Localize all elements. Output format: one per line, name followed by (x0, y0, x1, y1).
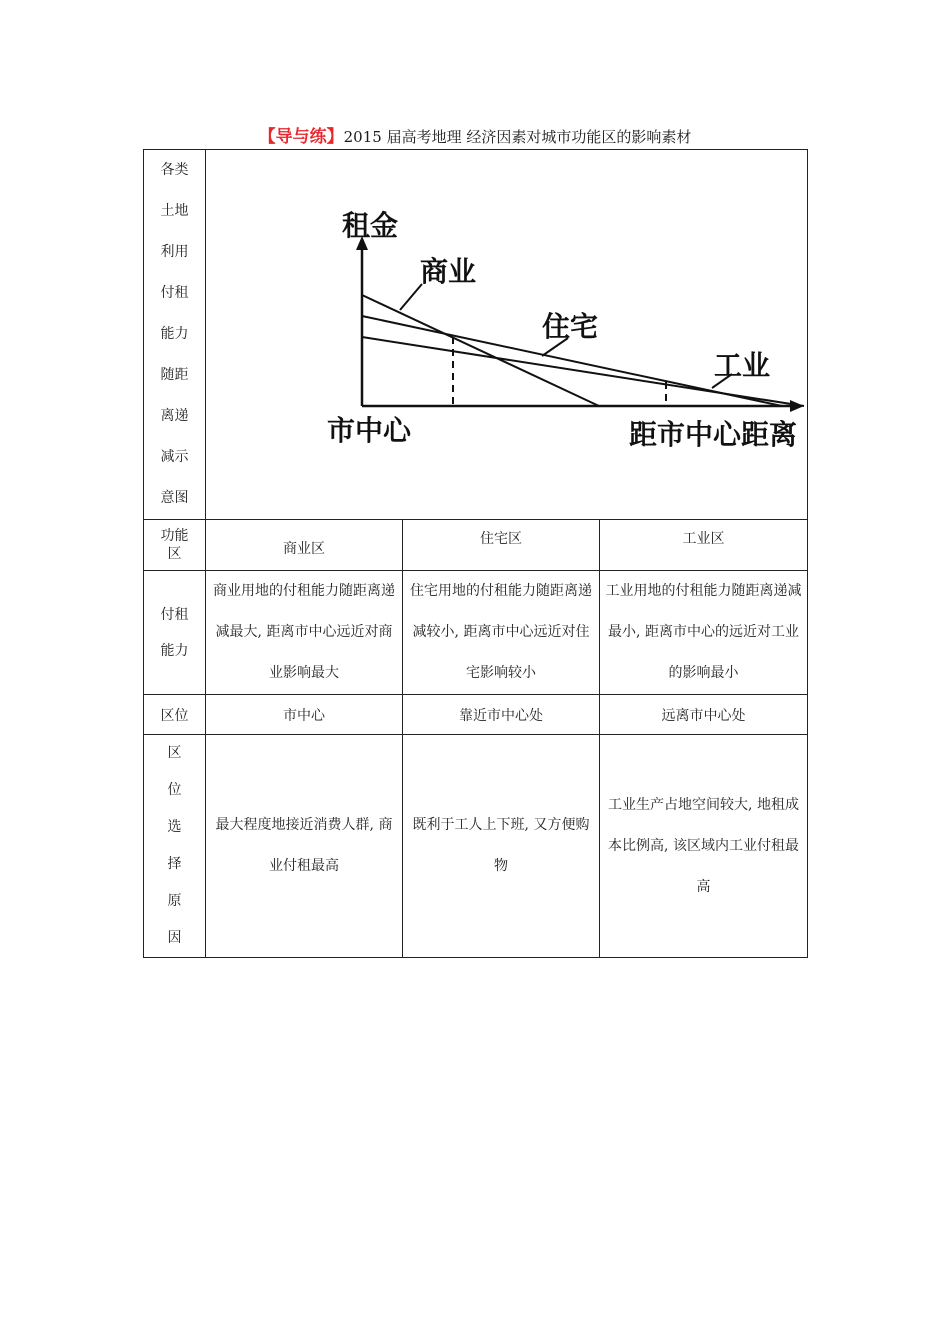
label-char: 付租 (160, 285, 189, 301)
diagram-row (144, 150, 808, 520)
cell-residential-reason: 既利于工人上下班, 又方便购物 (403, 735, 600, 958)
origin-label: 市中心 (327, 414, 412, 447)
title-text: 2015 届高考地理 经济因素对城市功能区的影响素材 (343, 128, 692, 146)
cell-commercial-rent: 商业用地的付租能力随距离递减最大, 距离市中心远近对商业影响最大 (206, 571, 403, 695)
cell-commercial-reason: 最大程度地接近消费人群, 商业付租最高 (206, 735, 403, 958)
label-char: 减示 (160, 449, 189, 465)
cell-residential-rent: 住宅用地的付租能力随距离递减较小, 距离市中心远近对住宅影响较小 (403, 571, 600, 695)
row-label-text: 付租能力 (160, 606, 189, 659)
label-char: 随距 (160, 367, 189, 383)
x-axis-label: 距市中心距离 (629, 418, 798, 451)
table-row-rent-capacity (144, 571, 808, 695)
label-char: 土地 (160, 203, 189, 219)
residential-label: 住宅 (542, 310, 599, 343)
rent-diagram-cell (206, 150, 808, 520)
header-col-residential: 住宅区 (403, 520, 600, 571)
table-row-location-reason (144, 735, 808, 958)
header-row (144, 520, 808, 571)
label-char: 能力 (160, 326, 189, 342)
table-row-location (144, 695, 808, 735)
cell-industrial-location: 远离市中心处 (600, 695, 808, 735)
header-label-text: 功能区 (160, 527, 189, 562)
title-highlight: 【导与练】 (258, 127, 344, 147)
function-zone-table (143, 149, 808, 958)
label-char: 利用 (160, 244, 189, 260)
cell-commercial-location: 市中心 (206, 695, 403, 735)
cell-industrial-rent: 工业用地的付租能力随距离递减最小, 距离市中心的远近对工业的影响最小 (600, 571, 808, 695)
header-label (144, 520, 206, 571)
row-label-location-reason (144, 735, 206, 958)
header-col-industrial: 工业区 (600, 520, 808, 571)
header-col-commercial: 商业区 (206, 520, 403, 571)
label-char: 离递 (160, 408, 189, 424)
row-label-location: 区位 (144, 695, 206, 735)
label-char: 意图 (160, 490, 189, 506)
commercial-label: 商业 (420, 255, 477, 288)
cell-industrial-reason: 工业生产占地空间较大, 地租成本比例高, 该区域内工业付租最高 (600, 735, 808, 958)
row-label-text: 区位选择原因 (167, 745, 182, 946)
y-axis-label: 租金 (342, 209, 399, 242)
diagram-row-label (144, 150, 206, 520)
bid-rent-diagram (206, 150, 808, 519)
row-label-rent-capacity (144, 571, 206, 695)
industrial-label: 工业 (714, 349, 771, 382)
document-title (0, 126, 950, 148)
label-char: 各类 (160, 162, 189, 178)
cell-residential-location: 靠近市中心处 (403, 695, 600, 735)
commercial-leader (400, 284, 422, 310)
